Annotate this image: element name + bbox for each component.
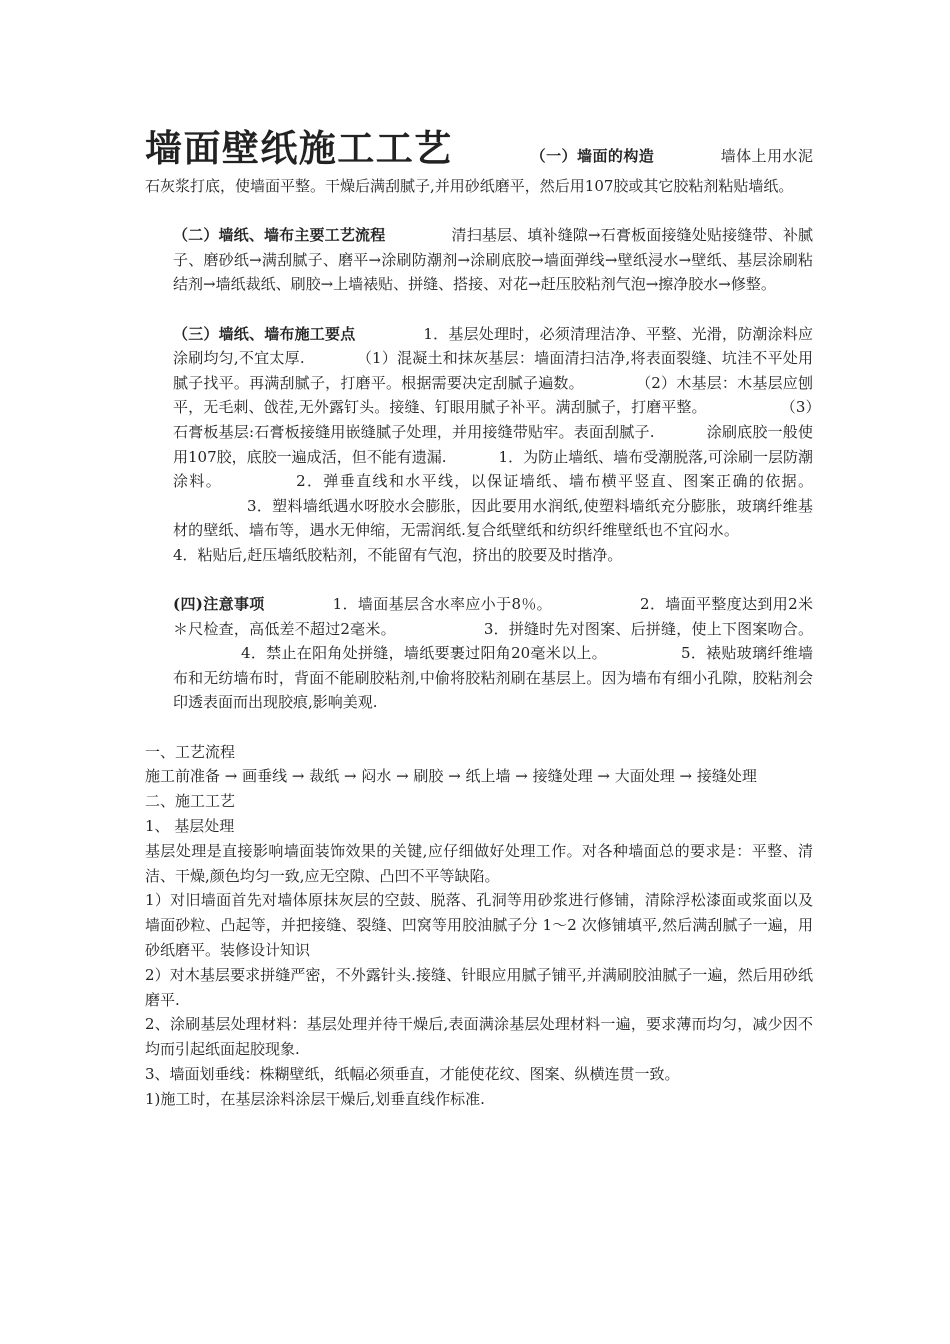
section-3-text-9: 4．粘贴后,赶压墙纸胶粘剂，不能留有气泡，挤出的胶要及时揩净。 <box>173 545 623 564</box>
section-3-text-8: 3．塑料墙纸遇水呀胶水会膨胀，因此要用水润纸,使塑料墙纸充分膨胀，玻璃纤维基材的壁纸、墙布等，遇水无伸缩，无需润纸.复合纸壁纸和纺织纤维壁纸也不宜闷水。 <box>173 496 813 540</box>
section-3-text-5: 涂刷底胶一般使用107胶，底胶一遍成活，但不能有遗漏. <box>173 422 813 466</box>
section-3 <box>145 322 813 568</box>
section-4-text-3: 3．拼缝时先对图案、后拼缝，使上下图案吻合。 <box>483 619 814 638</box>
section-3-text-7: 2．弹垂直线和水平线，以保证墙纸、墙布横平竖直、图案正确的依据。 <box>296 472 813 491</box>
section-2 <box>145 223 813 297</box>
craft-item-2: 2、涂刷基层处理材料：基层处理并待干燥后,表面满涂基层处理材料一遍，要求薄而均匀，减少因不均而引起纸面起胶现象. <box>145 1015 813 1059</box>
section-2-body: 清扫基层、填补缝隙→石膏板面接缝处贴接缝带、补腻子、磨砂纸→满刮腻子、磨平→涂刷防潮剂→涂刷底胶→墙面弹线→壁纸浸水→壁纸、基层涂刷粘结剂→墙纸裁纸、刷胶→上墙裱贴、拼缝、搭接、对花→赶压胶粘剂气泡→擦净胶水→修整。 <box>173 226 813 294</box>
craft-item-3-point-1: 1)施工时，在基层涂料涂层干燥后,划垂直线作标准. <box>145 1089 485 1108</box>
section-4-text-1: 1．墙面基层含水率应小于8％。 <box>332 595 553 614</box>
craft-item-1-heading: 1、 基层处理 <box>145 817 235 836</box>
process-heading: 一、工艺流程 <box>145 742 236 761</box>
section-3-text-2: （1）混凝土和抹灰基层：墙面清扫洁净,将表面裂缝、坑洼不平处用腻子找平。再满刮腻子，打磨平。根据需要决定刮腻子遍数。 <box>173 349 813 392</box>
document-body <box>145 122 813 1112</box>
section-4-text-2: 2．墙面平整度达到用2米＊尺检查，高低差不超过2毫米。 <box>173 595 814 638</box>
craft-section <box>145 789 813 1111</box>
section-4-text-5: 5．裱贴玻璃纤维墙布和无纺墙布时，背面不能刷胶粘剂,中偷将胶粘剂刷在基层上。因为墙布有细小孔隙，胶粘剂会印透表面而出现胶痕,影响美观. <box>173 644 813 712</box>
craft-item-1-point-2: 2）对木基层要求拼缝严密，不外露针头.接缝、针眼应用腻子铺平,并满刷胶油腻子一遍，然后用砂纸磨平. <box>145 965 813 1009</box>
section-3-text-3: （2）木基层：木基层应刨平，无毛刺、戗茬,无外露钉头。接缝、钉眼用腻子补平。满刮腻子，打磨平整。 <box>173 373 814 417</box>
section-2-heading: （二）墙纸、墙布主要工艺流程 <box>173 226 386 245</box>
section-4-text-4: 4．禁止在阳角处拼缝，墙纸要裹过阳角20毫米以上。 <box>241 644 607 663</box>
document-title: 墙面壁纸施工工艺 <box>145 126 453 170</box>
section-3-text-1: 1．基层处理时，必须清理洁净、平整、光滑，防潮涂料应涂刷均匀,不宜太厚. <box>173 324 813 368</box>
section-4 <box>145 592 813 715</box>
section-1-heading: （一）墙面的构造 <box>530 147 655 165</box>
section-4-heading: (四)注意事项 <box>173 595 265 614</box>
section-3-text-6: 1．为防止墙纸、墙布受潮脱落,可涂刷一层防潮涂料。 <box>173 447 813 491</box>
craft-item-3: 3、墙面划垂线：株糊壁纸，纸幅必须垂直，才能使花纹、图案、纵横连贯一致。 <box>145 1065 680 1084</box>
section-3-text-4: （3）石膏板基层:石膏板接缝用嵌缝腻子处理，并用接缝带贴牢。表面刮腻子. <box>173 398 813 441</box>
process-section <box>145 740 813 790</box>
craft-item-1-body: 基层处理是直接影响墙面装饰效果的关键,应仔细做好处理工作。对各种墙面总的要求是：平整、清洁、干燥,颜色均匀一致,应无空隙、凸凹不平等缺陷。 <box>145 841 813 885</box>
section-1-body: 墙体上用水泥石灰浆打底，使墙面平整。干燥后满刮腻子,并用砂纸磨平，然后用107胶或其它胶粘剂粘贴墙纸。 <box>145 147 813 195</box>
section-3-heading: （三）墙纸、墙布施工要点 <box>173 324 356 343</box>
process-flow: 施工前准备 → 画垂线 → 裁纸 → 闷水 → 刷胶 → 纸上墙 → 接缝处理 → 大面处理 → 接缝处理 <box>145 767 757 786</box>
craft-item-1-point-1: 1）对旧墙面首先对墙体原抹灰层的空鼓、脱落、孔洞等用砂浆进行修铺，清除浮松漆面或浆面以及墙面砂粒、凸起等，并把接缝、裂缝、凹窝等用胶油腻子分 1～2 次修铺填平,然后满刮腻子一遍，用砂纸磨平。装修设计知识 <box>145 891 813 960</box>
section-1 <box>145 122 813 199</box>
craft-heading: 二、施工工艺 <box>145 792 236 811</box>
